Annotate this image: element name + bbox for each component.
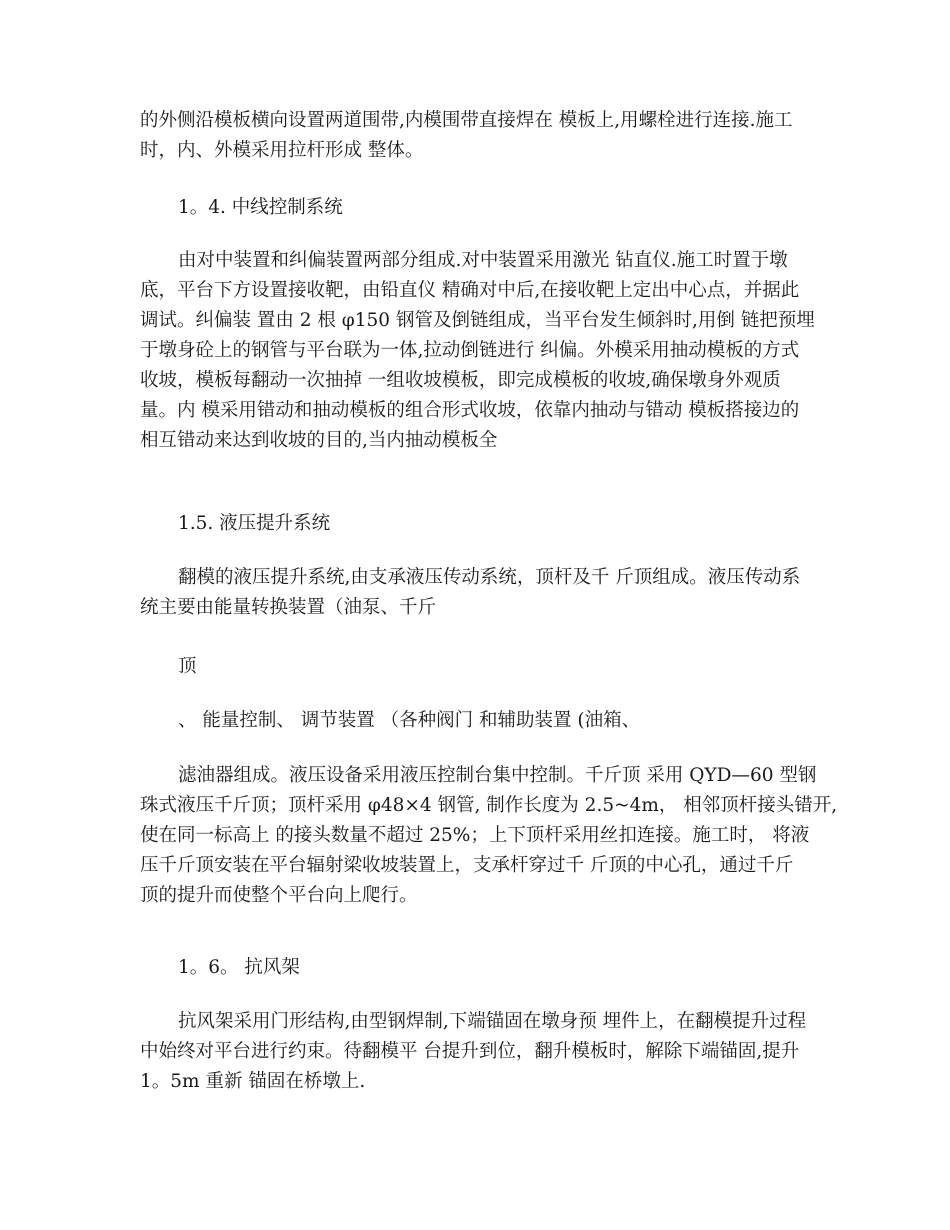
section-heading-1-4: 1。4. 中线控制系统 xyxy=(178,197,343,218)
paragraph-wind-brace xyxy=(140,1007,815,1097)
text-line: 翻模的液压提升系统,由支承液压传动系统，顶杆及千 斤顶组成。液压传动系 xyxy=(178,567,801,588)
text-line: 底，平台下方设置接收靶，由铅直仪 精确对中后,在接收靶上定出中心点，并据此 xyxy=(140,280,800,301)
section-heading-1-6: 1。6。 抗风架 xyxy=(178,957,300,978)
text-line: 顶的提升而使整个平台向上爬行。 xyxy=(140,885,418,906)
text-line: 抗风架采用门形结构,由型钢焊制,下端锚固在墩身预 埋件上，在翻模提升过程 xyxy=(178,1011,807,1032)
text-line: 于墩身砼上的钢管与平台联为一体,拉动倒链进行 纠偏。外模采用抽动模板的方式 xyxy=(140,340,800,361)
text-line: 的外侧沿模板横向设置两道围带,内模围带直接焊在 模板上,用螺栓进行连接.施工 xyxy=(140,110,793,131)
text-line: 滤油器组成。液压设备采用液压控制台集中控制。千斤顶 采用 QYD—60 型钢 xyxy=(178,765,817,786)
paragraph-formwork-continuation xyxy=(140,106,815,166)
paragraph-filter-jacks xyxy=(140,761,838,911)
text-line: 中始终对平台进行约束。待翻模平 台提升到位，翻升模板时，解除下端锚固,提升 xyxy=(140,1041,800,1062)
paragraph-hydraulic-system xyxy=(140,563,815,623)
text-line: 1。5m 重新 锚固在桥墩上. xyxy=(140,1071,366,1092)
paragraph-centerline-control xyxy=(140,246,815,456)
text-line: 使在同一标高上 的接头数量不超过 25%；上下顶杆采用丝扣连接。施工时， 将液 xyxy=(140,825,810,846)
text-line: 压千斤顶安装在平台辐射梁收坡装置上，支承杆穿过千 斤顶的中心孔，通过千斤 xyxy=(140,855,794,876)
text-line: 时，内、外模采用拉杆形成 整体。 xyxy=(140,140,424,161)
text-fragment-energy-control: 、 能量控制、 调节装置 （各种阀门 和辅助装置 (油箱、 xyxy=(178,710,641,731)
text-line: 量。内 模采用错动和抽动模板的组合形式收坡，依靠内抽动与错动 模板搭接边的 xyxy=(140,400,800,421)
text-line: 调试。纠偏装 置由 2 根 φ150 钢管及倒链组成，当平台发生倾斜时,用倒 链把预埋 xyxy=(140,310,815,331)
text-line: 收坡，模板每翻动一次抽掉 一组收坡模板，即完成模板的收坡,确保墩身外观质 xyxy=(140,370,781,391)
text-fragment-ding: 顶 xyxy=(178,656,197,677)
text-line: 相互错动来达到收坡的目的,当内抽动模板全 xyxy=(140,430,498,451)
text-line: 由对中装置和纠偏装置两部分组成.对中装置采用激光 钻直仪.施工时置于墩 xyxy=(178,250,788,271)
section-heading-1-5: 1.5. 液压提升系统 xyxy=(178,513,331,534)
text-line: 珠式液压千斤顶；顶杆采用 φ48×4 钢管, 制作长度为 2.5~4m， 相邻顶杆接头错开, xyxy=(140,795,838,816)
text-line: 统主要由能量转换装置（油泵、千斤 xyxy=(140,597,437,618)
